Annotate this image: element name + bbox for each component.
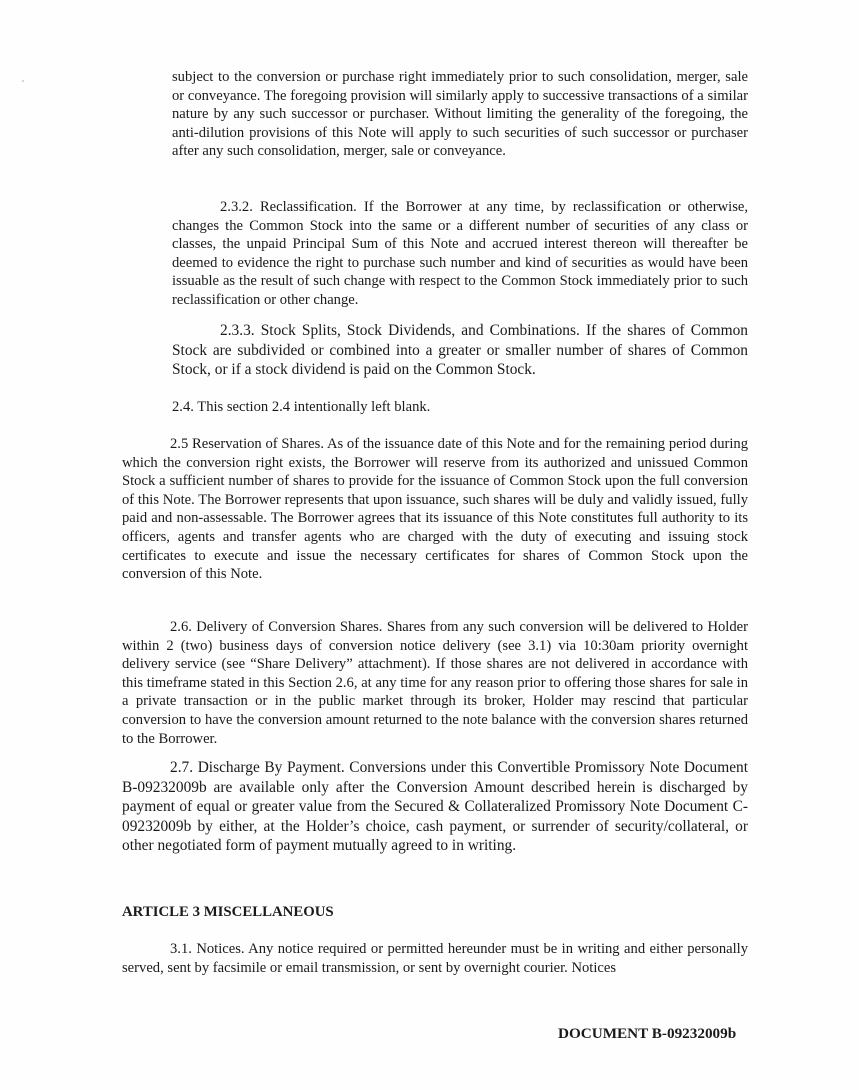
paragraph-2-5-reservation-of-shares: 2.5 Reservation of Shares. As of the issuance date of this Note and for the remaining period during which the conversion right exists, the Borrower will reserve from its authorized and unissued Common Stock a sufficient number of shares to provide for the issuance of Common Stock upon the full conversion of this Note. The Borrower represents that upon issuance, such shares will be duly and validly issued, fully paid and non-assessable. The Borrower agrees that its issuance of this Note constitutes full authority to its officers, agents and transfer agents who are charged with the duty of executing and issuing stock certificates to execute and issue the necessary certificates for shares of Common Stock upon the conversion of this Note. <box>122 436 748 583</box>
scan-speck <box>22 80 24 82</box>
document-footer-id: DOCUMENT B-09232009b <box>558 1025 737 1042</box>
paragraph-2-7-discharge-by-payment: 2.7. Discharge By Payment. Conversions under this Convertible Promissory Note Document B-09232009b are available only after the Conversion Amount described herein is discharged by payment of equal or greater value from the Secured & Collateralized Promissory Note Document C-09232009b by either, at the Holder’s choice, cash payment, or surrender of security/collateral, or other negotiated form of payment mutually agreed to in writing. <box>122 759 748 855</box>
paragraph-2-4-blank: 2.4. This section 2.4 intentionally left blank. <box>172 399 431 415</box>
paragraph-3-1-notices: 3.1. Notices. Any notice required or permitted hereunder must be in writing and either personally served, sent by facsimile or email transmission, or sent by overnight courier. Notices <box>122 941 748 976</box>
article-3-heading: ARTICLE 3 MISCELLANEOUS <box>122 904 334 920</box>
paragraph-2-6-delivery-of-conversion-shares: 2.6. Delivery of Conversion Shares. Shares from any such conversion will be delivered to Holder within 2 (two) business days of conversion notice delivery (see 3.1) via 10:30am priority overnight delivery service (see “Share Delivery” attachment). If those shares are not delivered in accordance with this timeframe stated in this Section 2.6, at any time for any reason prior to offering those shares for sale in a private transaction or in the public market through its broker, Holder may rescind that particular conversion to have the conversion amount returned to the note balance with the conversion shares returned to the Borrower. <box>122 619 748 747</box>
paragraph-continuation: subject to the conversion or purchase right immediately prior to such consolidation, merger, sale or conveyance. The foregoing provision will similarly apply to successive transactions of a similar nature by any such successor or purchaser. Without limiting the generality of the foregoing, the anti-dilution provisions of this Note will apply to such securities of such successor or purchaser after any such consolidation, merger, sale or conveyance. <box>172 69 748 160</box>
paragraph-2-3-3-stock-splits: 2.3.3. Stock Splits, Stock Dividends, and Combinations. If the shares of Common Stock are subdivided or combined into a greater or smaller number of shares of Common Stock, or if a stock dividend is paid on the Common Stock. <box>172 322 748 379</box>
paragraph-2-3-2-reclassification: 2.3.2. Reclassification. If the Borrower at any time, by reclassification or otherwise, changes the Common Stock into the same or a different number of securities of any class or classes, the unpaid Principal Sum of this Note and accrued interest thereon will thereafter be deemed to evidence the right to purchase such number and kind of securities as would have been issuable as the result of such change with respect to the Common Stock immediately prior to such reclassification or other change. <box>172 199 748 308</box>
